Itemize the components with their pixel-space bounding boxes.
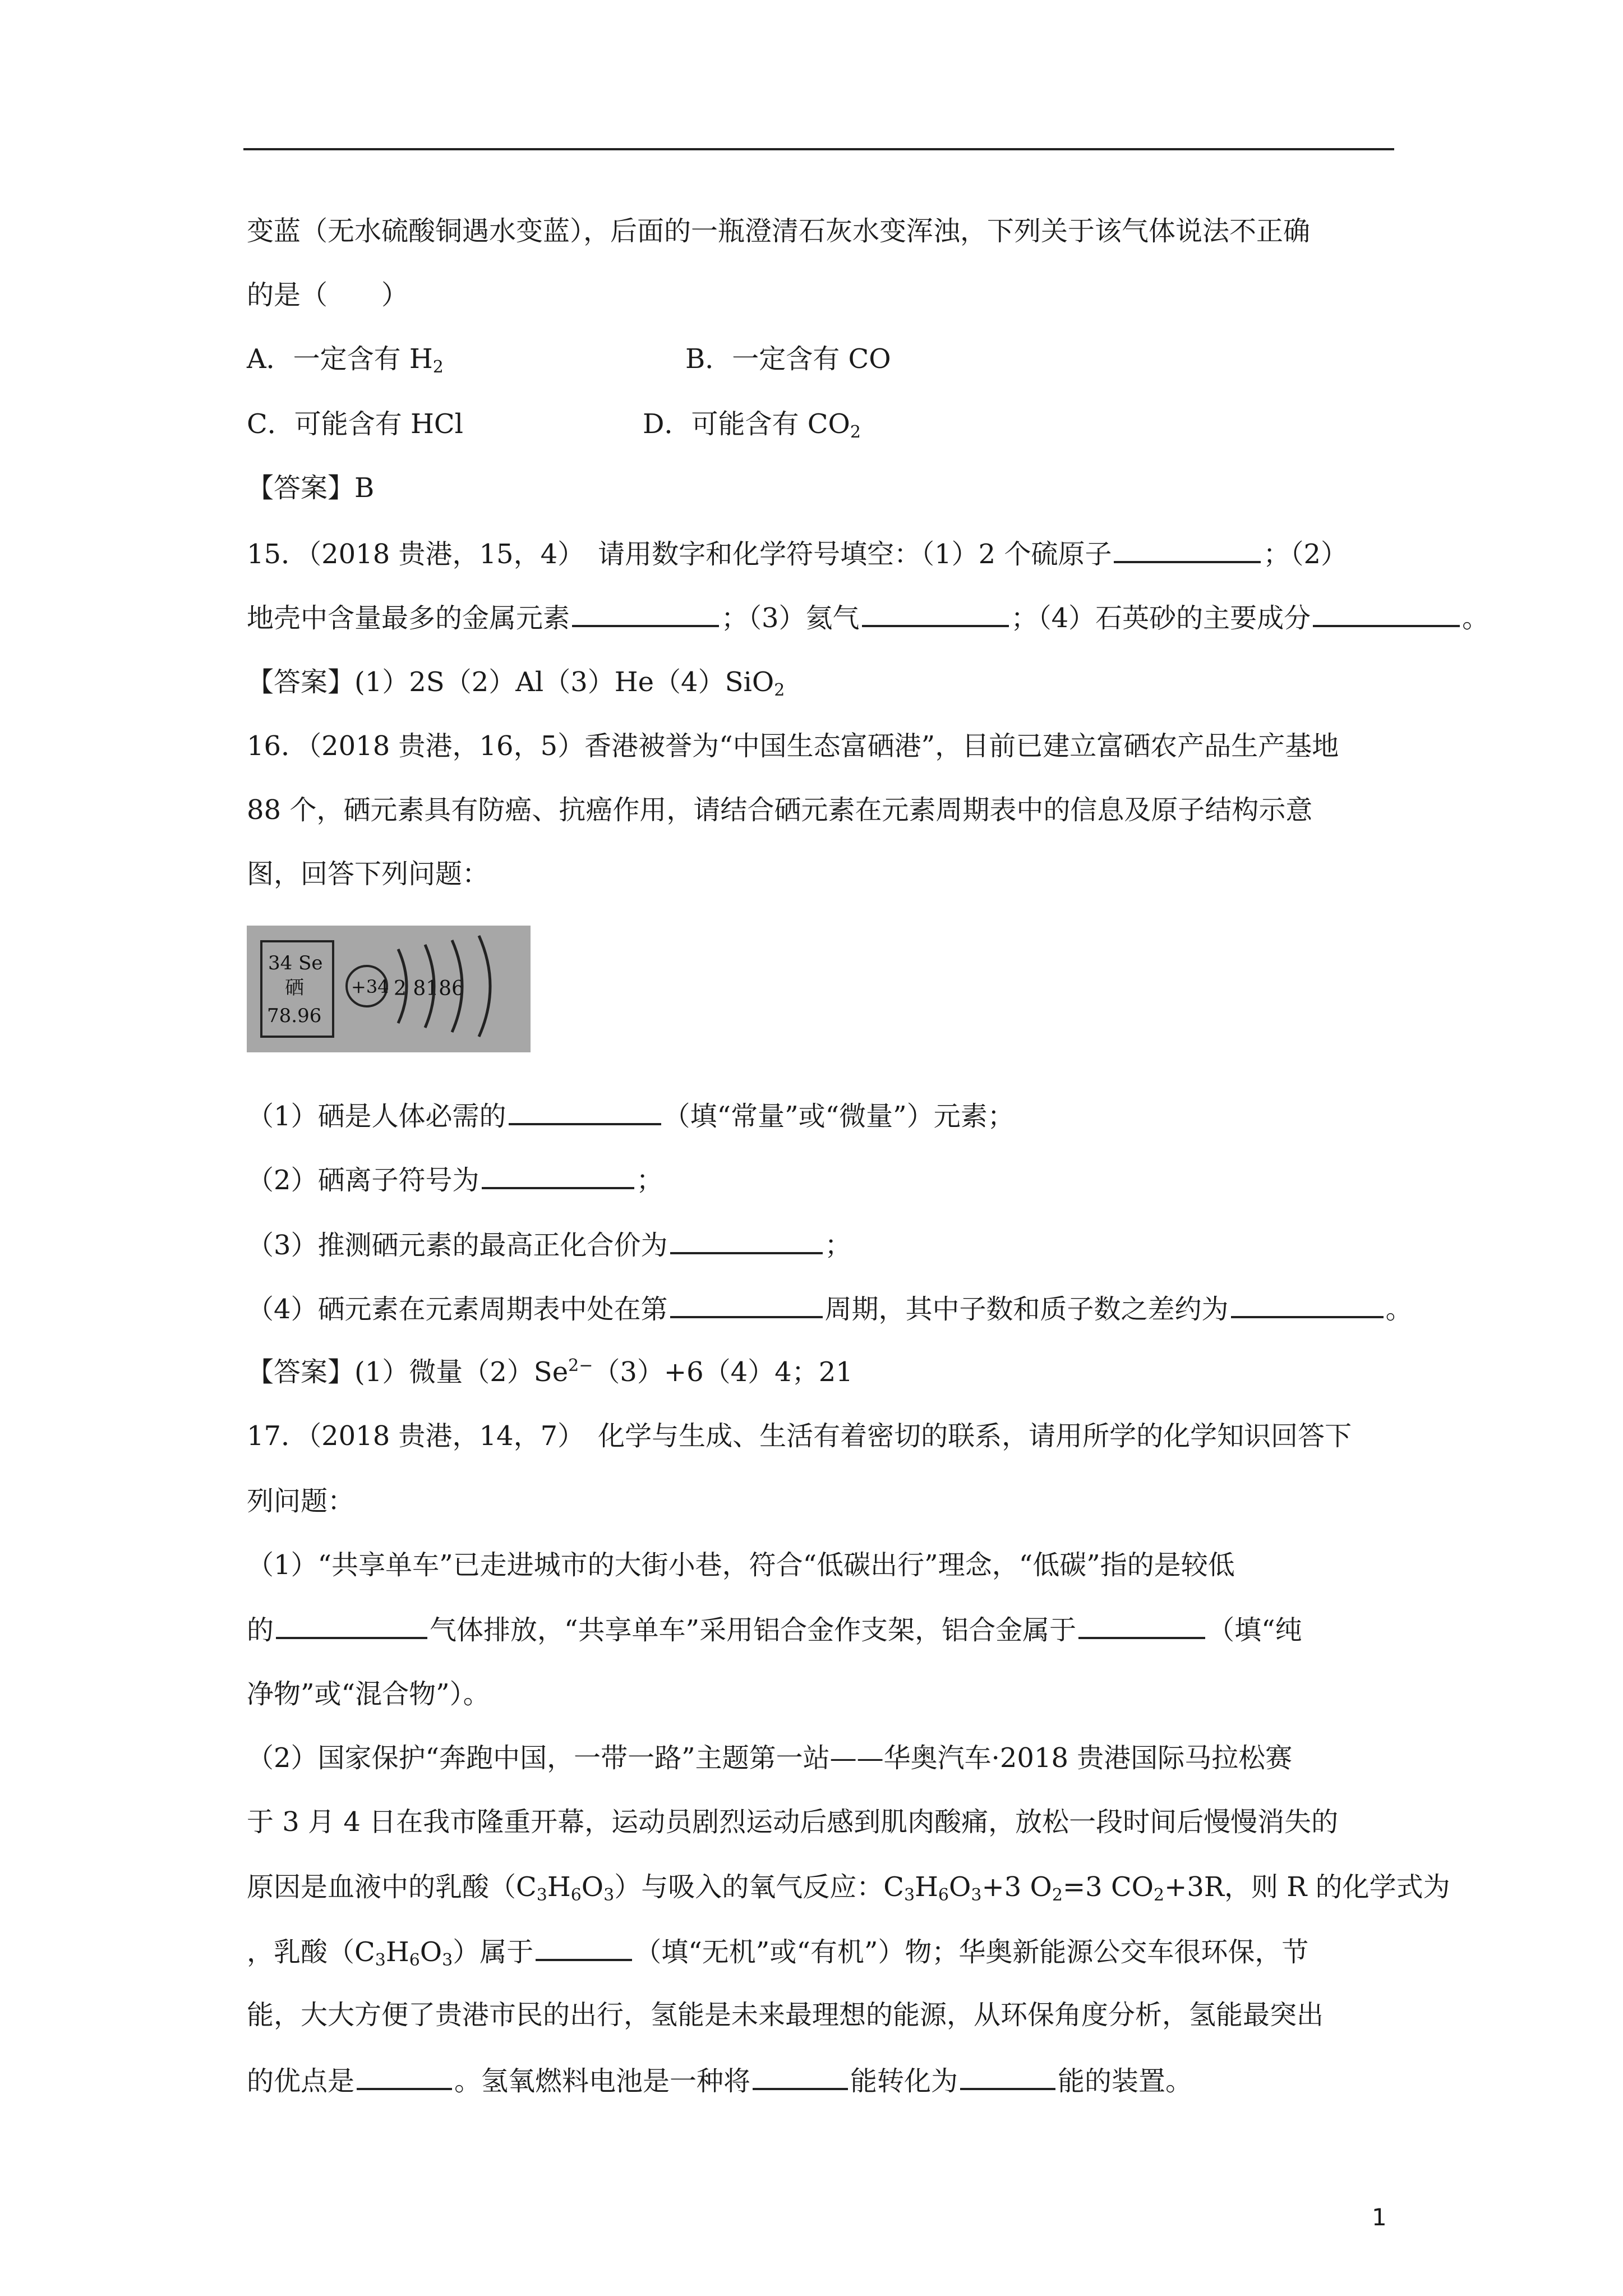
answer-blank: [276, 1612, 427, 1639]
page-number: 1: [1372, 2203, 1387, 2231]
q16-text-line-1: 16．（2018 贵港，16，5）香港被誉为“中国生态富硒港”，目前已建立富硒农产品生产基地: [247, 730, 1339, 762]
q16-answer: 【答案】(1）微量$(2)Se^{2-}(3)+6(4)4$；21: [247, 1356, 853, 1388]
q17-part2-line-3: 原因是血液中的乳酸$(C_3H_6O_3)$与吸入的氧气反应：$C_3H_6O_3+3$ $O_2=3$ $CO_2+3R$，则 R 的化学式为: [247, 1871, 1450, 1905]
q15-answer: 【答案】(1）2S（2）Al（3）He（4）SiO$_2$: [247, 666, 785, 700]
q15-text-line-1: 15．（2018 贵港，15，4） 请用数字和化学符号填空：（1）2 个硫原子 ；（2）: [247, 536, 1348, 571]
answer-blank: [1114, 536, 1261, 563]
answer-blank: [1313, 600, 1460, 627]
q16-sub-2: （2）硒离子符号为 ；: [247, 1162, 663, 1197]
q17-part2-line-5: 能，大大方便了贵港市民的出行，氢能是未来最理想的能源，从环保角度分析，氢能最突出: [247, 1999, 1324, 2031]
element-number-symbol: 34 Se: [268, 952, 323, 974]
q17-text-line-2: 列问题：: [247, 1485, 355, 1517]
answer-blank: [862, 600, 1009, 627]
q17-part2-line-1: （2）国家保护“奔跑中国，一带一路”主题第一站——华奥汽车·2018 贵港国际马拉松赛: [247, 1742, 1293, 1774]
q14-text-line-2: 的是（ ）: [247, 279, 409, 311]
answer-blank: [509, 1098, 661, 1125]
q17-text-line-1: 17．（2018 贵港，14，7） 化学与生成、生活有着密切的联系，请用所学的化学知识回答下: [247, 1420, 1352, 1452]
q17-part1-line-1: （1）“共享单车”已走进城市的大街小巷，符合“低碳出行”理念，“低碳”指的是较低: [247, 1549, 1235, 1581]
element-mass: 78.96: [267, 1005, 322, 1027]
q16-sub-1: （1）硒是人体必需的 （填“常量”或“微量”）元素；: [247, 1098, 1015, 1133]
q16-text-line-3: 图，回答下列问题：: [247, 858, 490, 890]
header-rule: [243, 148, 1394, 150]
element-name: 硒: [285, 977, 304, 999]
electron-shells: 2 8186: [394, 977, 464, 1000]
answer-blank: [960, 2063, 1055, 2090]
answer-blank: [357, 2063, 452, 2090]
answer-blank: [536, 1934, 632, 1961]
q17-part2-line-6: 的优点是 。氢氧燃料电池是一种将 能转化为 能的装置。: [247, 2063, 1192, 2098]
answer-blank: [670, 1227, 823, 1254]
q14-option-a: A．一定含有 $H_2$: [247, 343, 444, 377]
q16-text-line-2: 88 个，硒元素具有防癌、抗癌作用，请结合硒元素在元素周期表中的信息及原子结构示意: [247, 794, 1313, 826]
answer-blank: [572, 600, 719, 627]
q17-part2-line-2: 于 3 月 4 日在我市隆重开幕，运动员剧烈运动后感到肌肉酸痛，放松一段时间后慢慢消失的: [247, 1806, 1339, 1838]
q17-part1-line-2: 的 气体排放，“共享单车”采用铝合金作支架，铝合金属于 （填“纯: [247, 1612, 1302, 1647]
q17-part1-line-3: 净物”或“混合物”）。: [247, 1678, 490, 1710]
q14-option-d: D．可能含有 $CO_2$: [643, 408, 861, 442]
q17-part2-line-4: ，乳酸$(C_3H_6O_3)$属于 （填“无机”或“有机”）物；华奥新能源公交车很环保，节: [247, 1934, 1308, 1969]
q14-text-line-1: 变蓝（无水硫酸铜遇水变蓝），后面的一瓶澄清石灰水变浑浊，下列关于该气体说法不正确: [247, 215, 1311, 247]
q16-sub-4: （4）硒元素在元素周期表中处在第 周期，其中子数和质子数之差约为 。: [247, 1291, 1413, 1326]
q14-option-c: C．可能含有 HCl: [247, 408, 463, 440]
q14-option-b: B．一定含有 CO: [685, 343, 891, 375]
answer-blank: [482, 1162, 634, 1189]
q14-answer: 【答案】B: [247, 472, 375, 504]
answer-blank: [753, 2063, 848, 2090]
answer-blank: [670, 1291, 823, 1318]
nucleus-charge: +34: [351, 976, 389, 997]
q16-sub-3: （3）推测硒元素的最高正化合价为 ；: [247, 1227, 852, 1262]
answer-blank: [1231, 1291, 1384, 1318]
selenium-atom-figure: [247, 926, 531, 1052]
q15-text-line-2: 地壳中含量最多的金属元素 ；（3）氦气 ；（4）石英砂的主要成分 。: [247, 600, 1489, 635]
answer-blank: [1078, 1612, 1205, 1639]
